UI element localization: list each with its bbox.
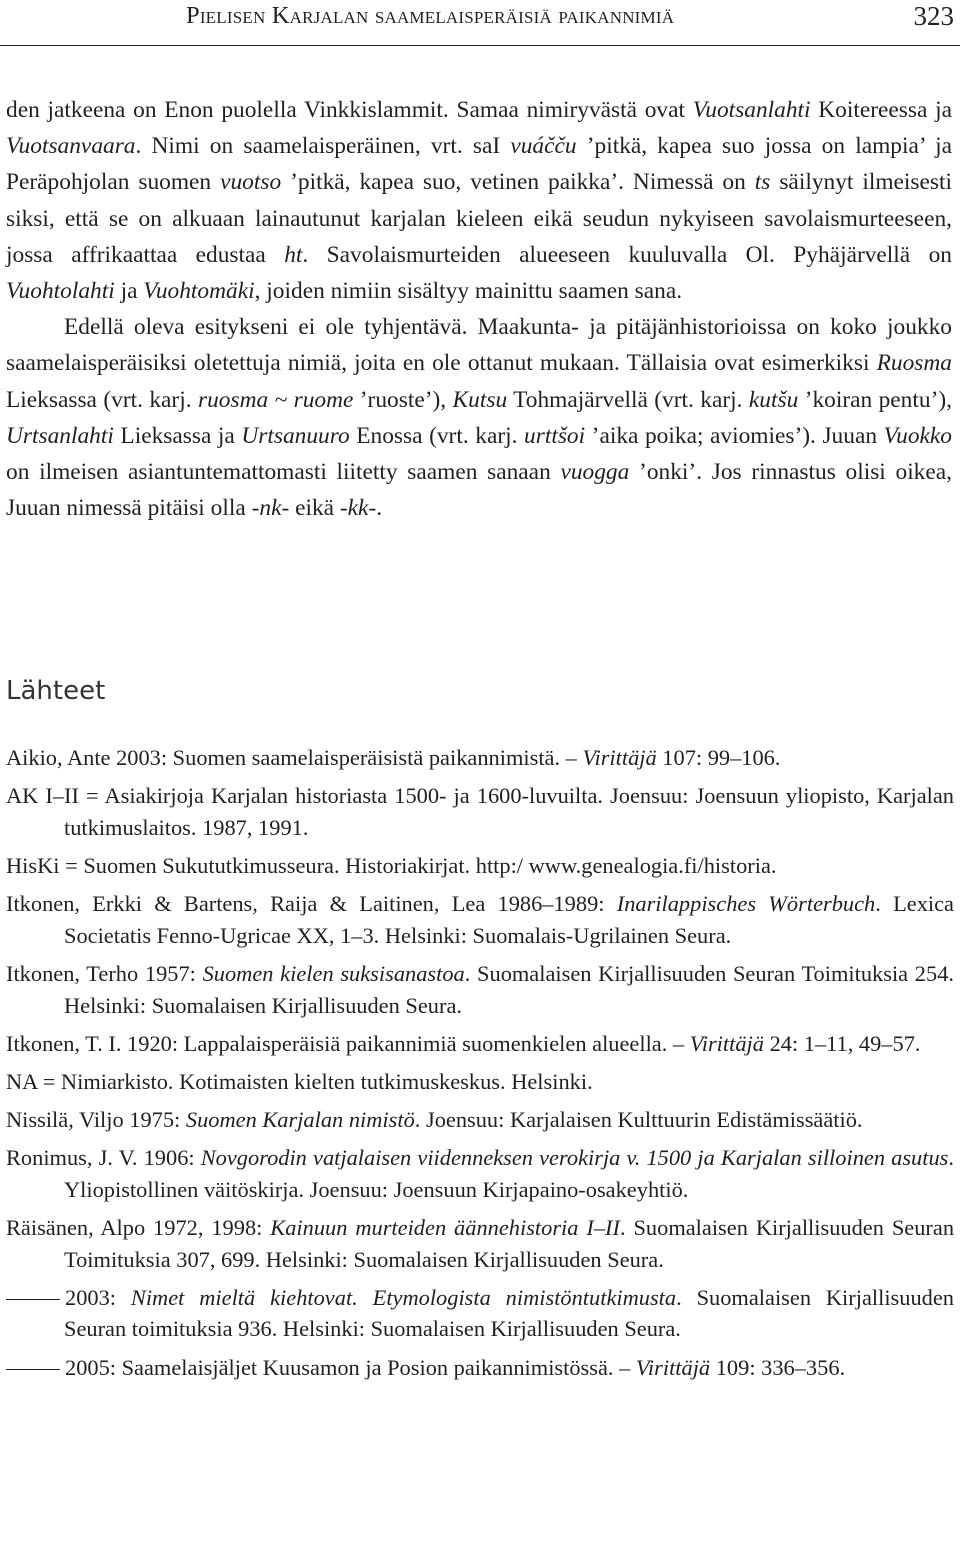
page-number: 323 bbox=[913, 1, 954, 31]
place-name: Vuohtolahti bbox=[6, 278, 115, 305]
lexeme: kutšu bbox=[748, 386, 799, 413]
body-paragraph-1 bbox=[6, 92, 952, 309]
text-run: ja bbox=[114, 278, 144, 305]
text-run: , joiden nimiin sisältyy mainittu saamen sana. bbox=[254, 278, 683, 305]
text-run: . bbox=[376, 495, 383, 522]
reference-item: Räisänen, Alpo 1972, 1998: Kainuun murteiden äännehistoria I–II. Suomalaisen Kirjallisuuden Seuran Toimituksia 307, 699. Helsinki: Suomalaisen Kirjallisuuden Seura. bbox=[6, 1215, 955, 1272]
place-name: Kutsu bbox=[452, 386, 508, 413]
body-paragraph-2 bbox=[6, 309, 952, 526]
journal-title: Virittäjä bbox=[635, 1354, 711, 1380]
lexeme: vuotso bbox=[220, 169, 282, 196]
lexeme: -nk- bbox=[251, 495, 290, 522]
lexeme: ruosma ~ ruome bbox=[197, 386, 354, 413]
text-run: . Nimi on saamelaisperäinen, vrt. saI bbox=[135, 133, 511, 160]
text-run: ’koiran pentu’), bbox=[798, 386, 952, 413]
place-name: Urtsanlahti bbox=[6, 422, 114, 449]
reference-item: Aikio, Ante 2003: Suomen saamelaisperäisistä paikannimistä. – Virittäjä 107: 99–106. bbox=[6, 745, 781, 770]
reference-item: AK I–II = Asiakirjoja Karjalan historiasta 1500- ja 1600-luvuilta. Joensuu: Joensuun yliopisto, Karjalan tutkimuslaitos. 1987, 1991. bbox=[6, 783, 954, 840]
work-title: Suomen kielen suksisanastoa bbox=[202, 960, 465, 986]
place-name: Urtsanuuro bbox=[241, 422, 350, 449]
text-run: ’onki’. Jos rinnastus olisi oikea, Juuan nimessä pitäisi olla bbox=[6, 459, 952, 522]
journal-title: Virittäjä bbox=[689, 1030, 764, 1056]
reference-item: 2005: Saamelaisjäljet Kuusamon ja Posion paikannimistössä. – Virittäjä 109: 336–356. bbox=[6, 1352, 954, 1384]
header-rule bbox=[0, 45, 960, 46]
reference-item: NA = Nimiarkisto. Kotimaisten kielten tutkimuskeskus. Helsinki. bbox=[6, 1068, 593, 1094]
reference-item: Itkonen, T. I. 1920: Lappalaisperäisiä paikannimiä suomenkielen alueella. – Virittäjä 24: 1–11, 49–57. bbox=[6, 1030, 921, 1056]
text-run: ’ruoste’), bbox=[353, 386, 453, 413]
work-title: Nimet mieltä kiehtovat. Etymologista nimistöntutkimusta bbox=[130, 1284, 677, 1310]
lexeme: vuogga bbox=[560, 459, 630, 486]
work-title: Suomen Karjalan nimistö bbox=[185, 1107, 415, 1133]
text-run: säilynyt ilmeisesti siksi, että se on alkuaan lainautunut karjalan kieleen eikä seudun nykyiseen savolaismurteeseen, jossa affrikaattaa edustaa bbox=[6, 169, 953, 268]
lexeme: vuáčču bbox=[510, 133, 577, 160]
text-run: Lieksassa ja bbox=[113, 422, 242, 449]
text-run: den jatkeena on Enon puolella Vinkkislammit. Samaa nimiryvästä ovat bbox=[6, 97, 693, 123]
place-name: Vuokko bbox=[883, 422, 952, 449]
reference-item: 2003: Nimet mieltä kiehtovat. Etymologista nimistöntutkimusta. Suomalaisen Kirjallisuuden Seuran toimituksia 936. Helsinki: Suomalaisen Kirjallisuuden Seura. bbox=[6, 1282, 954, 1345]
text-run: Enossa (vrt. karj. bbox=[349, 422, 525, 449]
lexeme: urttšoi bbox=[524, 422, 586, 449]
body-text bbox=[6, 92, 952, 526]
text-run: Lieksassa (vrt. karj. bbox=[6, 386, 198, 413]
text-run: . Savolaismurteiden alueeseen kuuluvalla Ol. Pyhäjärvellä on bbox=[302, 241, 952, 268]
running-title: Pielisen Karjalan saamelaisperäisiä paikannimiä bbox=[186, 2, 675, 29]
text-run: Edellä oleva esitykseni ei ole tyhjentävä. Maakunta- ja pitäjänhistorioissa on koko joukko saamelaisperäisiksi oletettuja nimiä, joita en ole ottanut mukaan. Tällaisia ovat esimerkiksi bbox=[6, 314, 952, 377]
reference-item: Itkonen, Terho 1957: Suomen kielen suksisanastoa. Suomalaisen Kirjallisuuden Seuran Toimituksia 254. Helsinki: Suomalaisen Kirjallisuuden Seura. bbox=[6, 960, 954, 1018]
work-title: Novgorodin vatjalaisen viidenneksen verokirja v. 1500 ja Karjalan silloinen asutus bbox=[200, 1145, 949, 1171]
reference-item: Nissilä, Viljo 1975: Suomen Karjalan nimistö. Joensuu: Karjalaisen Kulttuurin Edistämissäätiö. bbox=[6, 1107, 863, 1133]
work-title: Inarilappisches Wörterbuch bbox=[616, 891, 876, 917]
reference-item: Ronimus, J. V. 1906: Novgorodin vatjalaisen viidenneksen verokirja v. 1500 ja Karjalan silloinen asutus. Yliopistollinen väitöskirja. Joensuu: Joensuun Kirjapaino-osakeyhtiö. bbox=[6, 1145, 954, 1202]
lexeme: ht bbox=[284, 241, 303, 268]
repeat-author-dash bbox=[6, 1369, 60, 1370]
work-title: Kainuun murteiden äännehistoria I–II bbox=[270, 1215, 620, 1241]
lexeme: ts bbox=[754, 169, 771, 196]
journal-title: Virittäjä bbox=[582, 745, 657, 770]
text-run: on ilmeisen asiantuntemattomasti liitetty saamen sanaan bbox=[6, 459, 561, 486]
text-run: Tohmajärvellä (vrt. karj. bbox=[507, 386, 749, 413]
place-name: Ruosma bbox=[876, 350, 952, 377]
text-run: eikä bbox=[289, 495, 340, 522]
text-run: ’pitkä, kapea suo jossa on lampia’ ja Peräpohjolan suomen bbox=[6, 133, 952, 196]
lexeme: -kk- bbox=[339, 495, 377, 522]
reference-item: HisKi = Suomen Sukututkimusseura. Historiakirjat. http:/ www.genealogia.fi/historia. bbox=[6, 852, 777, 878]
place-name: Vuohtomäki bbox=[143, 278, 255, 305]
repeat-author-dash bbox=[6, 1299, 60, 1300]
text-run: Koitereessa ja bbox=[810, 97, 952, 123]
place-name: Vuotsanvaara bbox=[6, 133, 136, 160]
reference-list bbox=[6, 742, 954, 1390]
text-run: ’pitkä, kapea suo, vetinen paikka’. Nimessä on bbox=[281, 169, 755, 196]
reference-item: Itkonen, Erkki & Bartens, Raija & Laitinen, Lea 1986–1989: Inarilappisches Wörterbuch. Lexica Societatis Fenno-Ugricae XX, 1–3. Helsinki: Suomalais-Ugrilainen Seura. bbox=[6, 891, 954, 948]
section-heading: Lähteet bbox=[6, 676, 106, 706]
running-header bbox=[0, 0, 960, 50]
place-name: Vuotsanlahti bbox=[692, 97, 811, 123]
text-run: ’aika poika; aviomies’). Juuan bbox=[585, 422, 884, 449]
